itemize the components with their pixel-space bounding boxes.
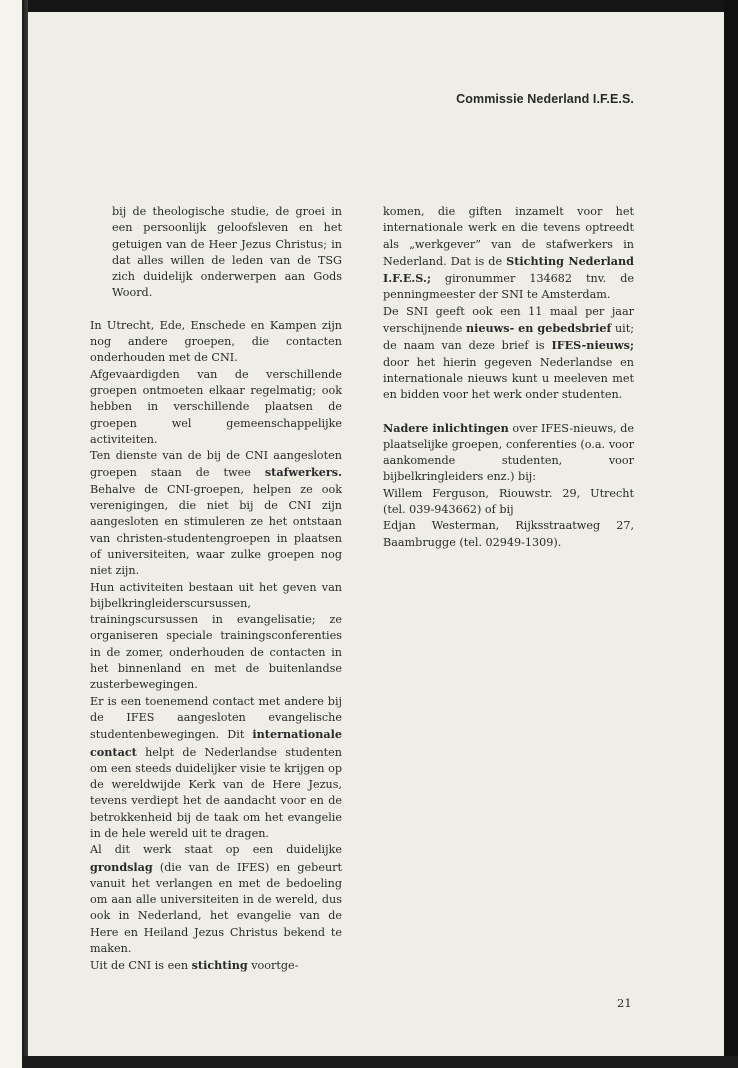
contact-line: Willem Ferguson, Riouwstr. 29, Utrecht (tel. 039-943662) of bij (383, 486, 634, 517)
paragraph (90, 694, 342, 843)
bold-term: nieuws- en gebedsbrief (466, 321, 612, 336)
text-run: Uit de CNI is een (90, 959, 192, 973)
binding-edge (0, 0, 22, 1068)
bold-term: stichting (191, 958, 248, 973)
binding-shadow (22, 0, 28, 1068)
text-run: helpt de Nederlandse studenten om een steeds duidelijker visie te krijgen op de wereldwijde Kerk van de Here Jezus, tevens verdiept het de aandacht voor en de betrokkenheid bij de taak om het evangelie in de hele wereld uit te dragen. (90, 745, 342, 840)
bold-term: stafwerkers. (264, 465, 342, 480)
text-run: over IFES-nieuws, de plaatselijke groepen, conferenties (o.a. voor aankomende studenten, voor bijbelkringleiders enz.) bij: (383, 421, 634, 484)
running-header: Commissie Nederland I.F.E.S. (456, 92, 634, 106)
scan-bottom-border (22, 1056, 738, 1068)
paragraph (383, 204, 634, 304)
contact-line: Edjan Westerman, Rijksstraatweg 27, Baambrugge (tel. 02949-1309). (383, 519, 634, 549)
text-run: uit; de naam van deze brief is (383, 322, 634, 353)
left-column (90, 204, 342, 975)
text-run: De SNI geeft ook een 11 maal per jaar verschijnende (383, 304, 634, 336)
bold-term: internationale contact (90, 727, 342, 759)
bold-term: Nadere inlichtingen (383, 420, 509, 435)
page-number: 21 (617, 996, 632, 1010)
paragraph: Hun activiteiten bestaan uit het geven van bijbelkringleiderscursussen, trainingscursussen in evangelisatie; ze organiseren speciale trainingsconferenties in de zomer, onderhouden de contacten in het binnenland en met de buitenlandse zusterbewegingen. (90, 580, 342, 692)
paragraph (383, 304, 634, 404)
scan-right-border (724, 0, 738, 1068)
text-run: Al dit werk staat op een duidelijke (90, 843, 342, 857)
text-run: gironummer 134682 tnv. de penningmeester der SNI te Amsterdam. (383, 272, 634, 302)
text-run: (die van de IFES) en gebeurt vanuit het verlangen en met de bedoeling om aan alle universiteiten in de wereld, dus ook in Nederland, het evangelie van de Here en Heiland Jezus Christus bekend te maken. (90, 860, 342, 956)
right-column (383, 204, 634, 551)
paragraph (90, 842, 342, 957)
bold-term: Stichting Nederland I.F.E.S.; (383, 253, 634, 286)
text-run: voortge- (247, 959, 299, 973)
bold-term: IFES-nieuws; (551, 338, 634, 353)
text-run: Ten dienste van de bij de CNI aangesloten groepen staan de twee (90, 449, 342, 480)
paragraph (90, 448, 342, 579)
text-run: komen, die giften inzamelt voor het internationale werk en die tevens optreedt als „werkgever” van de stafwerkers in Nederland. Dat is de (383, 205, 634, 268)
paragraph: In Utrecht, Ede, Enschede en Kampen zijn nog andere groepen, die contacten onderhouden met de CNI. (90, 318, 342, 365)
paragraph: Afgevaardigden van de verschillende groepen ontmoeten elkaar regelmatig; ook hebben in verschillende plaatsen de groepen wel gemeenschappelijke activiteiten. (90, 367, 342, 446)
text-run: Er is een toenemend contact met andere bij de IFES aangesloten evangelische studentenbewegingen. Dit (90, 694, 342, 742)
scan-top-border (22, 0, 738, 12)
bold-term: grondslag (90, 859, 153, 874)
text-run: Behalve de CNI-groepen, helpen ze ook verenigingen, die niet bij de CNI zijn aangesloten en stimuleren ze het ontstaan van christen-studentengroepen in plaatsen of universiteiten, waar zulke groepen nog niet zijn. (90, 482, 342, 578)
indented-quote: bij de theologische studie, de groei in een persoonlijk geloofsleven en het getuigen van de Heer Jezus Christus; in dat alles willen de leden van de TSG zich duidelijk onderwerpen aan Gods Woord. (112, 205, 342, 300)
text-run: door het hierin gegeven Nederlandse en internationale nieuws kunt u meeleven met en bidden voor het werk onder studenten. (383, 355, 634, 402)
paragraph (383, 420, 634, 486)
paragraph (90, 957, 342, 974)
